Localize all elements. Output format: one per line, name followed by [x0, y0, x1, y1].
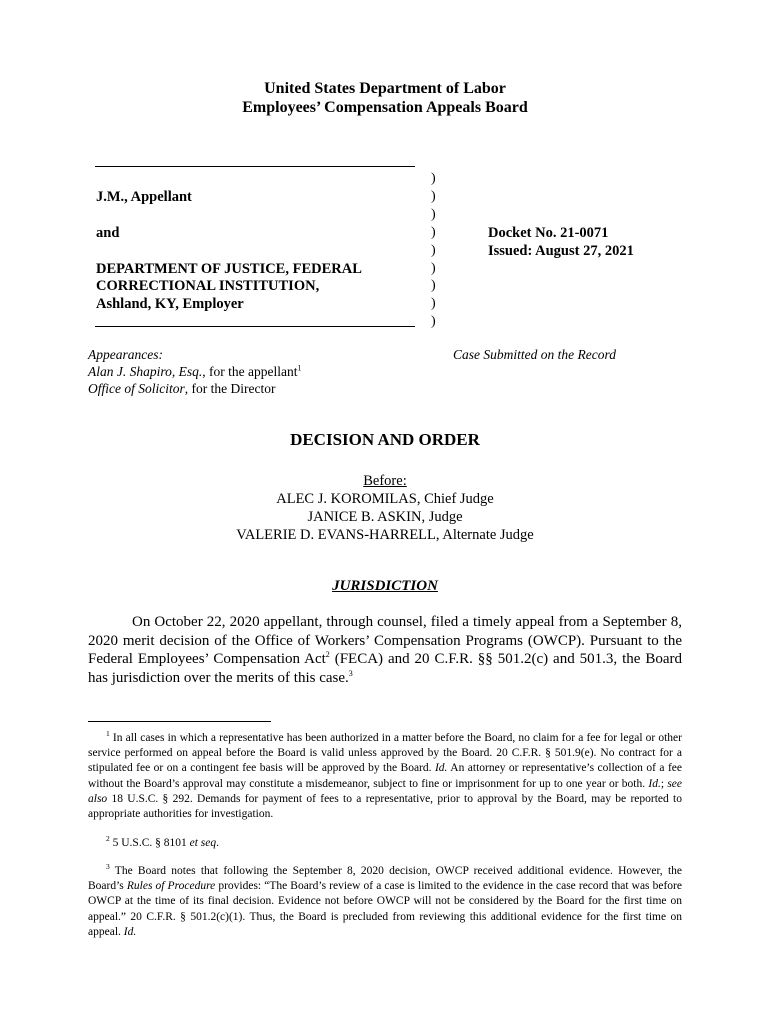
- citation-et-seq: et seq: [189, 837, 217, 849]
- footnote-text: 5 U.S.C. § 8101: [109, 837, 190, 849]
- footnote-number: 3: [106, 862, 110, 872]
- docket-number: Docket No. 21-0071: [488, 225, 609, 241]
- footnote-text: .: [216, 837, 220, 849]
- judge-name: ALEC J. KOROMILAS, Chief Judge: [276, 491, 494, 507]
- footnote-ref-2: 2: [325, 650, 330, 659]
- caption-top-rule: [95, 166, 415, 167]
- jurisdiction-heading: JURISDICTION: [332, 578, 438, 594]
- judge-name: VALERIE D. EVANS-HARRELL, Alternate Judge: [236, 527, 534, 543]
- before-label: Before:: [363, 473, 407, 489]
- agency-name: United States Department of Labor: [264, 80, 506, 97]
- footnote-text: An attorney or representative’s collection of a fee without the Board’s approval may constitute a misdemeanor, subject to fine or imprisonment for up to one year or both.: [88, 762, 682, 790]
- rules-title: Rules of Procedure: [126, 880, 216, 893]
- caption-bottom-rule: [95, 326, 415, 327]
- jurisdiction-text-b: (FECA) and 20 C.F.R. §§ 501.2(c) and 501.3, the Board has jurisdiction over the merits of this case.: [88, 651, 682, 686]
- issued-date: Issued: August 27, 2021: [488, 243, 634, 259]
- solicitor-name: Office of Solicitor: [88, 381, 185, 396]
- footnote-ref-3: 3: [348, 668, 353, 678]
- jurisdiction-text-a: On October 22, 2020 appellant, through counsel, filed a timely appeal from a September 8, 2020 merit decision of the Office of Workers’ Compensation Programs (OWCP). Pursuant to the Federal Employees’ Compensation Act: [88, 614, 682, 667]
- footnote-text: provides: “The Board’s review of a case is limited to the evidence in the case record that was before OWCP at the time of its final decision. Evidence not before OWCP will not be considered by the Board for the first time on appeal.” 20 C.F.R. § 501.2(c)(1). Thus, the Board is precluded from reviewing this additional evidence for the first time on appeal.: [88, 880, 682, 938]
- employer-line-2: CORRECTIONAL INSTITUTION,: [96, 278, 320, 294]
- citation-id: Id.: [648, 777, 661, 790]
- citation-signal: see also: [88, 777, 682, 805]
- footnote-text: 18 U.S.C. § 292. Demands for payment of fees to a representative, prior to approval by the Board, may be reported to appropriate authorities for investigation.: [88, 792, 682, 821]
- appearances-label: Appearances:: [88, 347, 163, 362]
- paren: ): [431, 260, 436, 276]
- footnote-text: In all cases in which a representative has been authorized in a matter before the Board, no claim for a fee for legal or other service performed on appeal before the Board is valid unless approved by the Board. 20 C.F.R. § 501.9(e). No contract for a stipulated fee or on a contingent fee basis will be approved by the Board.: [88, 732, 682, 775]
- paren: ): [431, 206, 436, 222]
- employer-line-1: DEPARTMENT OF JUSTICE, FEDERAL: [96, 261, 362, 277]
- citation-id: Id.: [123, 925, 137, 938]
- footnote-1: [88, 731, 682, 822]
- solicitor-role: , for the Director: [184, 381, 276, 396]
- attorney-role: , for the appellant: [202, 364, 298, 379]
- footnote-text: The Board notes that following the September 8, 2020 decision, OWCP received additional evidence. However, the Board’s: [88, 865, 682, 893]
- paren: ): [431, 242, 436, 258]
- footnote-number: 1: [106, 729, 110, 739]
- appearances: [88, 346, 301, 397]
- caption-and: and: [96, 225, 120, 241]
- footnote-ref-1: 1: [297, 363, 302, 373]
- employer-line-3: Ashland, KY, Employer: [96, 296, 244, 312]
- paren: ): [431, 314, 436, 330]
- footnote-2: [88, 836, 682, 851]
- footnote-number: 2: [106, 834, 110, 844]
- paren: ): [431, 278, 436, 294]
- citation-id: Id.: [434, 762, 448, 775]
- appellant-name: J.M., Appellant: [96, 189, 192, 205]
- paren: ): [431, 224, 436, 240]
- case-submitted: Case Submitted on the Record: [453, 347, 616, 362]
- footnote-separator: [88, 721, 271, 722]
- jurisdiction-paragraph: [88, 613, 682, 687]
- attorney-name: Alan J. Shapiro, Esq.: [88, 364, 203, 379]
- paren: ): [431, 296, 436, 312]
- footnote-3: [88, 864, 682, 940]
- judge-name: JANICE B. ASKIN, Judge: [307, 509, 463, 525]
- decision-title: DECISION AND ORDER: [290, 430, 480, 449]
- paren: ): [431, 188, 436, 204]
- paren: ): [431, 171, 436, 186]
- footnote-text: ;: [660, 777, 668, 790]
- board-name: Employees’ Compensation Appeals Board: [242, 99, 528, 116]
- judges-panel: [0, 472, 770, 544]
- caption-parentheses: [431, 170, 436, 331]
